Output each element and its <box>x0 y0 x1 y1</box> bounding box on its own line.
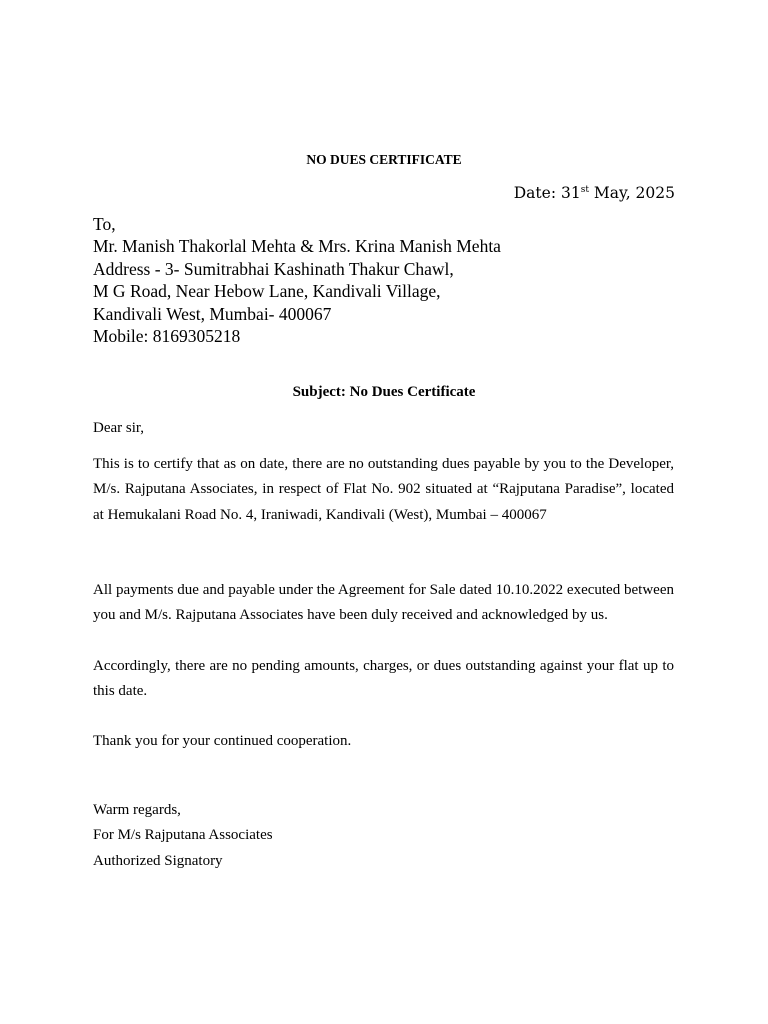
signoff-block <box>93 798 674 874</box>
recipient-names: Mr. Manish Thakorlal Mehta & Mrs. Krina Manish Mehta <box>93 236 501 257</box>
signoff-company: For M/s Rajputana Associates <box>93 827 273 844</box>
payments-paragraph: All payments due and payable under the Agreement for Sale dated 10.10.2022 executed between you and M/s. Rajputana Associates have been duly received and acknowledged by us. <box>93 582 674 624</box>
recipient-mobile: Mobile: 8169305218 <box>93 326 241 347</box>
no-pending-paragraph: Accordingly, there are no pending amounts, charges, or dues outstanding against your flat up to this date. <box>93 658 674 700</box>
salutation: Dear sir, <box>93 420 145 436</box>
date-rest: May, 2025 <box>588 184 675 202</box>
recipient-address-line-1: Address - 3- Sumitrabhai Kashinath Thakur Chawl, <box>93 258 454 279</box>
document-date <box>300 183 675 203</box>
recipient-to: To, <box>93 214 116 234</box>
recipient-address-line-3: Kandivali West, Mumbai- 400067 <box>93 303 332 324</box>
signoff-signatory: Authorized Signatory <box>93 852 223 869</box>
recipient-block <box>93 213 683 347</box>
signoff-regards: Warm regards, <box>93 802 181 818</box>
recipient-address-line-2: M G Road, Near Hebow Lane, Kandivali Village, <box>93 281 441 302</box>
subject-line: Subject: No Dues Certificate <box>292 384 476 400</box>
thanks-line: Thank you for your continued cooperation. <box>93 733 352 749</box>
certification-paragraph: This is to certify that as on date, there are no outstanding dues payable by you to the Developer, M/s. Rajputana Associates, in respect of Flat No. 902 situated at “Rajputana Paradise”, located at Hemukalani Road No. 4, Iraniwadi, Kandivali (West), Mumbai – 400067 <box>93 456 674 523</box>
date-ordinal-suffix: st <box>580 184 589 195</box>
document-title: NO DUES CERTIFICATE <box>306 152 462 167</box>
date-prefix: Date: 31 <box>513 184 581 202</box>
